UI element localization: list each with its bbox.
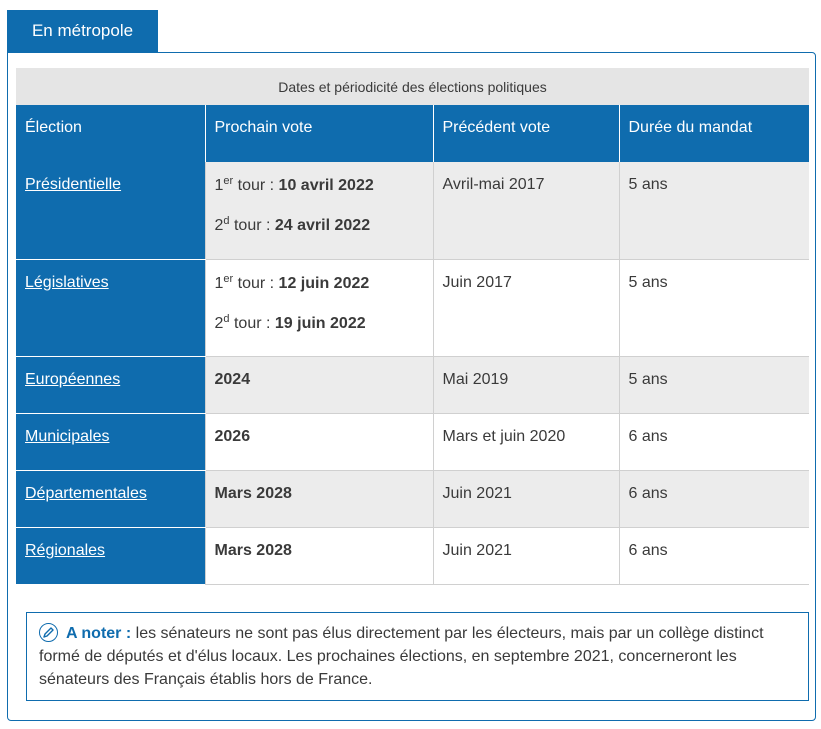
column-header-duree-mandat: Durée du mandat <box>619 105 809 162</box>
link-departementales[interactable]: Départementales <box>25 484 147 502</box>
previous-vote-cell: Juin 2021 <box>433 470 619 527</box>
previous-vote-cell: Mai 2019 <box>433 356 619 413</box>
next-vote-cell: 1er tour : 12 juin 2022 2$^d$ tour : 19 juin 2022 <box>205 259 433 356</box>
previous-vote-cell: Juin 2017 <box>433 259 619 356</box>
election-cell <box>16 259 205 356</box>
duration-cell: 6 ans <box>619 470 809 527</box>
table-row <box>16 413 809 470</box>
column-header-prochain-vote: Prochain vote <box>205 105 433 162</box>
next-vote-cell: 1er tour : 10 avril 2022 2$^d$ tour : 24 avril 2022 <box>205 162 433 259</box>
election-cell <box>16 162 205 259</box>
duration-cell: 5 ans <box>619 162 809 259</box>
duration-cell: 6 ans <box>619 413 809 470</box>
next-vote-cell: 2024 <box>205 356 433 413</box>
note-text: les sénateurs ne sont pas élus directement par les électeurs, mais par un collège distinct formé de députés et d'élus locaux. Les prochaines élections, en septembre 2021, concerneront les sénateurs des Français établis hors de France. <box>39 625 764 688</box>
link-europeennes[interactable]: Européennes <box>25 370 121 388</box>
column-header-election: Élection <box>16 105 205 162</box>
table-row <box>16 259 809 356</box>
next-vote-cell: Mars 2028 <box>205 470 433 527</box>
duration-cell: 6 ans <box>619 527 809 584</box>
table-row <box>16 356 809 413</box>
election-cell <box>16 356 205 413</box>
duration-cell: 5 ans <box>619 259 809 356</box>
link-regionales[interactable]: Régionales <box>25 541 106 559</box>
next-vote-cell: Mars 2028 <box>205 527 433 584</box>
table-caption: Dates et périodicité des élections politiques <box>16 68 809 105</box>
next-vote-cell: 2026 <box>205 413 433 470</box>
election-cell <box>16 470 205 527</box>
previous-vote-cell: Avril-mai 2017 <box>433 162 619 259</box>
tab-en-metropole[interactable]: En métropole <box>7 10 158 52</box>
election-cell <box>16 413 205 470</box>
column-header-precedent-vote: Précédent vote <box>433 105 619 162</box>
elections-table <box>16 105 809 585</box>
table-row <box>16 470 809 527</box>
previous-vote-cell: Juin 2021 <box>433 527 619 584</box>
previous-vote-cell: Mars et juin 2020 <box>433 413 619 470</box>
table-row <box>16 527 809 584</box>
link-municipales[interactable]: Municipales <box>25 427 110 445</box>
link-presidentielle[interactable]: Présidentielle <box>25 176 122 193</box>
tab-panel <box>7 52 816 721</box>
pencil-icon <box>39 623 58 642</box>
note-box <box>26 612 809 701</box>
note-title: A noter : <box>66 625 132 642</box>
duration-cell: 5 ans <box>619 356 809 413</box>
link-legislatives[interactable]: Législatives <box>25 273 109 291</box>
table-row <box>16 162 809 259</box>
election-cell <box>16 527 205 584</box>
